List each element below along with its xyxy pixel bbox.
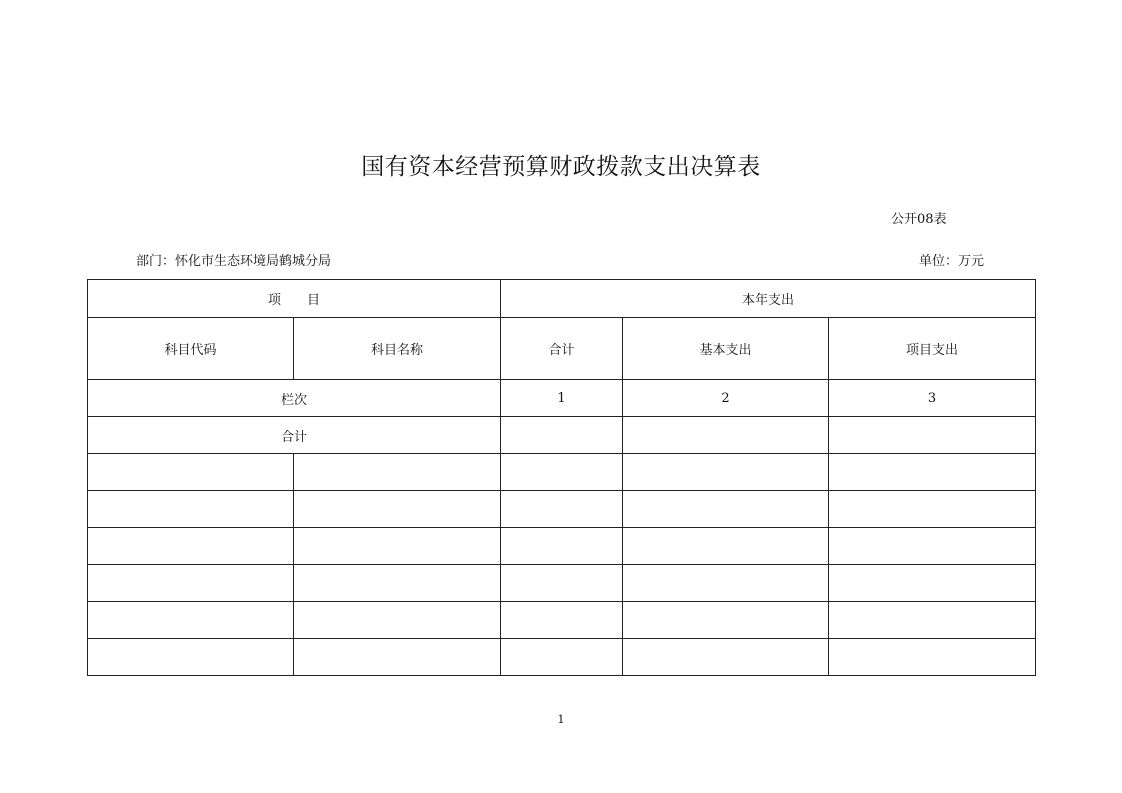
cell-subject-name (294, 454, 501, 491)
table-row (88, 639, 1036, 676)
cell-subject-code (88, 602, 294, 639)
unit-label: 单位：万元 (919, 254, 985, 269)
cell-basic (623, 491, 829, 528)
cell-basic (623, 639, 829, 676)
cell-basic (623, 454, 829, 491)
cell-total (501, 491, 623, 528)
department-label: 部门：怀化市生态环境局鹤城分局 (136, 254, 332, 269)
cell-total (501, 639, 623, 676)
cell-subject-code (88, 639, 294, 676)
column-number-3: 3 (829, 380, 1036, 417)
subject-code-header: 科目代码 (88, 318, 294, 380)
cell-subject-code (88, 454, 294, 491)
total-row-label: 合计 (88, 417, 501, 454)
total-row-basic (623, 417, 829, 454)
cell-total (501, 528, 623, 565)
table-row (88, 602, 1036, 639)
cell-project (829, 528, 1036, 565)
header-row-2 (88, 318, 1036, 380)
basic-expense-header: 基本支出 (623, 318, 829, 380)
total-header: 合计 (501, 318, 623, 380)
cell-total (501, 602, 623, 639)
cell-subject-code (88, 565, 294, 602)
table-row (88, 454, 1036, 491)
page-title: 国有资本经营预算财政拨款支出决算表 (361, 154, 761, 180)
table-row (88, 528, 1036, 565)
total-row-total (501, 417, 623, 454)
cell-subject-name (294, 491, 501, 528)
column-number-row (88, 380, 1036, 417)
cell-subject-name (294, 565, 501, 602)
cell-subject-name (294, 602, 501, 639)
cell-subject-name (294, 528, 501, 565)
current-year-expense-header: 本年支出 (501, 280, 1036, 318)
header-row-1 (88, 280, 1036, 318)
cell-basic (623, 528, 829, 565)
cell-project (829, 565, 1036, 602)
cell-project (829, 491, 1036, 528)
cell-subject-code (88, 528, 294, 565)
expense-table (87, 279, 1036, 676)
cell-basic (623, 602, 829, 639)
cell-project (829, 454, 1036, 491)
cell-subject-name (294, 639, 501, 676)
form-code: 公开08表 (891, 212, 947, 227)
column-number-2: 2 (623, 380, 829, 417)
table-row (88, 565, 1036, 602)
cell-total (501, 454, 623, 491)
total-row-project (829, 417, 1036, 454)
project-expense-header: 项目支出 (829, 318, 1036, 380)
cell-total (501, 565, 623, 602)
column-number-1: 1 (501, 380, 623, 417)
item-header: 项 目 (88, 280, 501, 318)
subject-name-header: 科目名称 (294, 318, 501, 380)
cell-subject-code (88, 491, 294, 528)
table-row (88, 491, 1036, 528)
page-number: 1 (557, 713, 565, 726)
cell-project (829, 602, 1036, 639)
column-number-label: 栏次 (88, 380, 501, 417)
cell-basic (623, 565, 829, 602)
total-row (88, 417, 1036, 454)
cell-project (829, 639, 1036, 676)
